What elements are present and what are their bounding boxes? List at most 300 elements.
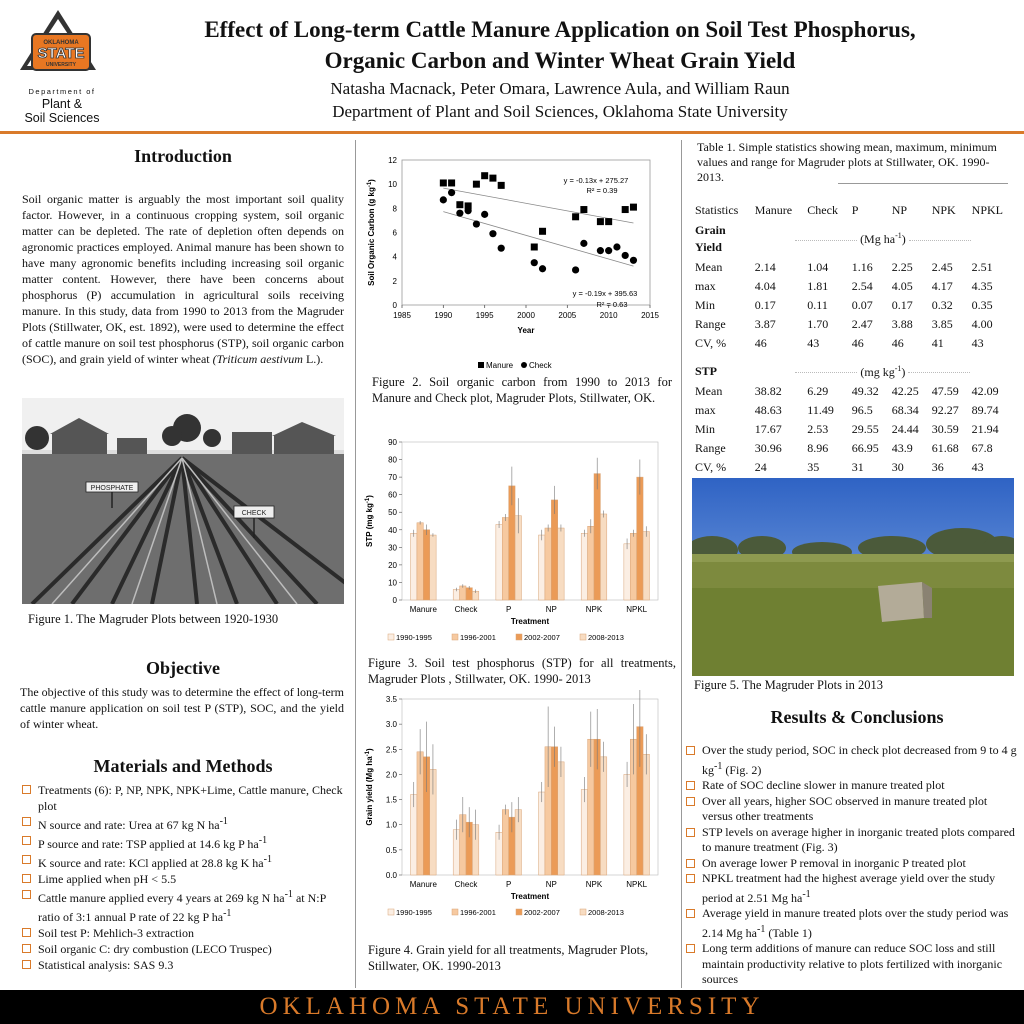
- results-list: [686, 743, 1018, 988]
- checkbox-bullet-icon: [22, 785, 31, 794]
- bar-manure-1990-1995: [411, 533, 417, 600]
- table-cell: Manure: [754, 202, 793, 217]
- table-cell: 2.51: [971, 260, 993, 274]
- y-tick-label: 10: [388, 578, 397, 588]
- table-cell: 46: [891, 336, 904, 350]
- column-divider-right: [681, 140, 682, 988]
- bar-npkl-1990-1995: [624, 774, 630, 875]
- methods-item: Statistical analysis: SAS 9.3: [22, 957, 344, 973]
- bar-check-2002-2007: [466, 588, 472, 600]
- bar-np-1990-1995: [539, 535, 545, 600]
- data-point-manure: [572, 213, 579, 220]
- table-cell: 24: [754, 460, 767, 474]
- table-row: [692, 258, 1014, 277]
- data-point-check: [572, 266, 579, 273]
- x-tick-label: 2010: [599, 311, 618, 320]
- legend-swatch: [388, 909, 394, 915]
- bar-npk-1990-1995: [581, 790, 587, 875]
- table-cell: Check: [807, 202, 838, 217]
- y-tick-label: 3.5: [385, 695, 397, 704]
- bar-check-1996-2001: [460, 586, 466, 600]
- x-tick-label: Manure: [409, 880, 437, 889]
- methods-item: Lime applied when pH < 5.5: [22, 871, 344, 887]
- bar-manure-1996-2001: [417, 523, 423, 600]
- y-tick-label: 0: [392, 596, 397, 605]
- checkbox-bullet-icon: [686, 944, 695, 953]
- data-point-check: [473, 220, 480, 227]
- legend-label: 2008-2013: [588, 908, 624, 917]
- trendline-check: [443, 212, 633, 267]
- methods-item: P source and rate: TSP applied at 14.6 kg P $ha^{-1}$: [22, 833, 344, 852]
- bar-np-2002-2007: [551, 500, 557, 600]
- table-cell: 36: [931, 460, 944, 474]
- data-point-check: [440, 196, 447, 203]
- legend-swatch: [388, 634, 394, 640]
- y-tick-label: 30: [388, 543, 397, 553]
- x-tick-label: NP: [545, 605, 557, 614]
- table-cell: 2.14: [754, 260, 776, 274]
- table-cell: 1.16: [851, 260, 873, 274]
- y-tick-label: 0: [392, 301, 397, 310]
- data-point-manure: [440, 179, 447, 186]
- bar-npkl-1996-2001: [630, 533, 636, 600]
- y-tick-label: 12: [388, 156, 397, 165]
- logo-wordmark-bottom: UNIVERSITY: [45, 62, 77, 68]
- data-point-manure: [498, 182, 505, 189]
- x-tick-label: 2005: [558, 311, 577, 320]
- y-axis-title: STP (mg $kg^{-1}$): [365, 495, 374, 547]
- table-cell: 47.59: [931, 384, 959, 398]
- x-axis-title: Treatment: [510, 892, 550, 901]
- bar-npk-2008-2013: [600, 757, 606, 875]
- data-point-check: [613, 243, 620, 250]
- table-cell: 38.82: [754, 384, 782, 398]
- checkbox-bullet-icon: [22, 890, 31, 899]
- bar-manure-2008-2013: [430, 535, 436, 600]
- bar-manure-2002-2007: [423, 530, 429, 600]
- data-point-check: [605, 247, 612, 254]
- table-cell: 30: [891, 460, 904, 474]
- introduction-text: Soil organic matter is arguably the most important soil quality factor. However, in a continuous cropping system, soil organic matter can be depleted. The rate of depletion often depends on agronomic practices employed. Animal manure has been shown to have many agronomic benefits including increasing soil organic matter content. However, there have been concerns about phosphorus (P) accumulation in agricultural soils receiving manure. In this study, data from 1990 to 2013 from the Magruder Plots (Stillwater, OK, est. 1892), were used to determine the effect of cattle manure on soil test phosphorus (STP), soil organic carbon (SOC), and grain yield of winter wheat (Triticum aestivum L.).: [22, 192, 344, 366]
- x-tick-label: NPKL: [626, 605, 648, 614]
- methods-item: Soil test P: Mehlich-3 extraction: [22, 925, 344, 941]
- logo-dept-line2: Soil Sciences: [24, 111, 100, 124]
- data-point-check: [448, 189, 455, 196]
- checkbox-bullet-icon: [22, 836, 31, 845]
- manure-equation: y = -0.13x + 275.27: [563, 176, 629, 185]
- table-cell: 66.95: [851, 441, 879, 455]
- table-cell: NPK: [931, 202, 956, 217]
- data-point-manure: [539, 228, 546, 235]
- bar-np-1990-1995: [539, 792, 545, 875]
- table-row: [692, 439, 1014, 458]
- table-cell: 46: [851, 336, 864, 350]
- poster-title-line1: Effect of Long-term Cattle Manure Application on Soil Test Phosphorus,: [204, 17, 916, 42]
- y-tick-label: 0.0: [385, 871, 397, 880]
- table-row: [692, 420, 1014, 439]
- phosphate-sign: PHOSPHATE: [90, 485, 134, 492]
- statistics-table: [692, 200, 1014, 477]
- table-row: [692, 401, 1014, 420]
- table-header-row: [692, 200, 1014, 220]
- checkbox-bullet-icon: [22, 874, 31, 883]
- table-cell: 4.04: [754, 279, 776, 293]
- poster-title-line2: Organic Carbon and Winter Wheat Grain Yield: [324, 48, 796, 73]
- objective-heading: Objective: [146, 658, 220, 678]
- table-cell: 61.68: [931, 441, 959, 455]
- legend-label: 2002-2007: [524, 633, 560, 642]
- table-cell: 43: [971, 460, 984, 474]
- check-sign: CHECK: [241, 510, 267, 517]
- y-tick-label: 40: [388, 525, 397, 535]
- x-tick-label: 1985: [393, 311, 411, 320]
- table-row: [692, 382, 1014, 401]
- table-row: [692, 458, 1014, 477]
- bar-npk-2002-2007: [594, 474, 600, 600]
- legend-swatch: [516, 634, 522, 640]
- logo-dept-line1: Plant &: [41, 97, 83, 111]
- table-cell: Mean: [695, 260, 723, 274]
- table-cell: 42.25: [891, 384, 919, 398]
- figure1-caption: Figure 1. The Magruder Plots between 1920-1930: [28, 612, 279, 626]
- results-item: NPKL treatment had the highest average yield over the study period at 2.51 Mg $ha^{-1}$: [686, 871, 1018, 906]
- x-tick-label: NPKL: [626, 880, 648, 889]
- poster-footer: [0, 990, 1024, 1024]
- table-cell: 3.88: [891, 317, 913, 331]
- table-cell: 43: [807, 336, 820, 350]
- table-cell: Mean: [695, 384, 723, 398]
- checkbox-bullet-icon: [686, 909, 695, 918]
- legend-swatch: [580, 634, 586, 640]
- data-point-check: [456, 210, 463, 217]
- data-point-check: [465, 207, 472, 214]
- legend-marker-check: [521, 362, 527, 368]
- table-cell: 2.25: [891, 260, 913, 274]
- y-tick-label: 4: [392, 252, 397, 262]
- data-point-manure: [580, 206, 587, 213]
- grain-yield-section-row: [692, 220, 1014, 258]
- footer-text: OKLAHOMA STATE UNIVERSITY: [259, 993, 765, 1020]
- bar-np-1996-2001: [545, 528, 551, 600]
- checkbox-bullet-icon: [22, 817, 31, 826]
- table-cell: 4.35: [971, 279, 993, 293]
- table-cell: 3.87: [754, 317, 776, 331]
- results-item: On average lower P removal in inorganic P treated plot: [686, 856, 1018, 872]
- logo-wordmark: STATE: [37, 45, 85, 62]
- data-point-check: [580, 240, 587, 247]
- data-point-manure: [448, 179, 455, 186]
- y-tick-label: 1.5: [385, 795, 397, 805]
- x-tick-label: Check: [454, 880, 478, 889]
- table-section-label: STP: [695, 364, 718, 378]
- manure-r2: R² = 0.39: [586, 186, 618, 195]
- poster-header: [0, 0, 1024, 130]
- table-cell: 4.00: [971, 317, 993, 331]
- table-cell: 89.74: [971, 403, 999, 417]
- table1-caption: Table 1. Simple statistics showing mean, maximum, minimum values and range for Magruder plots at Stillwater, OK. 1990-2013.: [697, 140, 997, 184]
- x-axis-title: Treatment: [510, 617, 550, 626]
- figure5-caption: Figure 5. The Magruder Plots in 2013: [694, 678, 883, 692]
- table-cell: 0.35: [971, 298, 993, 312]
- check-equation: y = -0.19x + 395.63: [572, 289, 638, 298]
- y-tick-label: 60: [388, 490, 397, 500]
- results-item: STP levels on average higher in inorganic treated plots compared to manure treatment (Fig. 3): [686, 825, 1018, 856]
- data-point-check: [489, 230, 496, 237]
- methods-heading: Materials and Methods: [93, 756, 273, 776]
- table-cell: 46: [754, 336, 767, 350]
- bar-npkl-2008-2013: [643, 532, 649, 600]
- checkbox-bullet-icon: [686, 781, 695, 790]
- bar-np-2008-2013: [558, 528, 564, 600]
- table-cell: 1.70: [807, 317, 829, 331]
- legend-label: 2002-2007: [524, 908, 560, 917]
- table-cell: max: [695, 279, 716, 293]
- column-divider-left: [355, 140, 356, 988]
- data-point-manure: [622, 206, 629, 213]
- y-tick-label: 80: [388, 455, 397, 465]
- results-heading: Results & Conclusions: [770, 707, 944, 727]
- table-cell: 6.29: [807, 384, 829, 398]
- y-tick-label: 20: [388, 560, 397, 570]
- table-cell: 0.17: [891, 298, 913, 312]
- legend-swatch: [452, 909, 458, 915]
- legend-label-manure: Manure: [486, 361, 514, 370]
- checkbox-bullet-icon: [22, 928, 31, 937]
- legend-label: 1996-2001: [460, 908, 496, 917]
- bar-npk-1996-2001: [588, 526, 594, 600]
- bar-npkl-2002-2007: [637, 477, 643, 600]
- x-tick-label: NPK: [585, 880, 603, 889]
- table-cell: CV, %: [695, 336, 727, 350]
- logo-dept-small: Department of: [28, 87, 96, 96]
- table-cell: 96.5: [851, 403, 873, 417]
- table-cell: 17.67: [754, 422, 782, 436]
- table-cell: 30.59: [931, 422, 959, 436]
- table-cell: Range: [695, 317, 726, 331]
- table-cell: 48.63: [754, 403, 782, 417]
- table-row: [692, 334, 1014, 353]
- legend-swatch: [516, 909, 522, 915]
- x-tick-label: NPK: [585, 605, 603, 614]
- bar-p-1990-1995: [496, 525, 502, 600]
- legend-label: 1990-1995: [396, 908, 432, 917]
- legend-label: 1996-2001: [460, 633, 496, 642]
- data-point-manure: [605, 218, 612, 225]
- table-cell: Statistics: [695, 202, 739, 217]
- table-units: (Mg $ha^{-1}$): [752, 220, 1014, 258]
- bar-np-2008-2013: [558, 762, 564, 875]
- data-point-check: [539, 265, 546, 272]
- bar-npkl-1990-1995: [624, 544, 630, 600]
- legend-swatch: [580, 909, 586, 915]
- legend-swatch: [452, 634, 458, 640]
- results-item: Over all years, higher SOC observed in manure treated plot versus other treatments: [686, 794, 1018, 825]
- check-r2: R² = 0.63: [596, 300, 628, 309]
- header-divider: [0, 131, 1024, 134]
- data-point-check: [498, 245, 505, 252]
- y-tick-label: 6: [392, 228, 397, 238]
- table-cell: NPKL: [971, 202, 1004, 217]
- y-tick-label: 1.0: [385, 820, 397, 830]
- table-cell: 2.53: [807, 422, 829, 436]
- table-cell: 31: [851, 460, 864, 474]
- y-tick-label: 50: [388, 508, 397, 518]
- table-cell: 49.32: [851, 384, 879, 398]
- table-cell: 29.55: [851, 422, 879, 436]
- poster-department: Department of Plant and Soil Sciences, Oklahoma State University: [332, 102, 788, 121]
- table-cell: 42.09: [971, 384, 999, 398]
- legend-label: 2008-2013: [588, 633, 624, 642]
- plot-area: [402, 442, 658, 600]
- table-row: [692, 315, 1014, 334]
- data-point-manure: [473, 181, 480, 188]
- table-cell: 0.32: [931, 298, 953, 312]
- table-cell: Min: [695, 298, 716, 312]
- table1-caption-rule: [838, 183, 1008, 184]
- table-cell: 2.47: [851, 317, 873, 331]
- historic-field-photo: [22, 398, 344, 604]
- table-cell: 4.05: [891, 279, 913, 293]
- x-tick-label: NP: [545, 880, 557, 889]
- logo-wordmark-top: OKLAHOMA: [43, 40, 79, 46]
- data-point-check: [622, 252, 629, 259]
- table-cell: 1.81: [807, 279, 829, 293]
- plot-area: [402, 699, 658, 875]
- y-axis-title: Soil Organic Carbon (g $kg^{-1}$): [367, 179, 376, 286]
- y-tick-label: 2: [392, 276, 397, 286]
- table-spacer: [692, 353, 1014, 361]
- table-cell: 92.27: [931, 403, 959, 417]
- y-axis-title: Grain yield (Mg $ha^{-1}$): [365, 748, 374, 826]
- table-cell: 3.85: [931, 317, 953, 331]
- data-point-manure: [456, 201, 463, 208]
- table-cell: max: [695, 403, 716, 417]
- table-cell: 21.94: [971, 422, 999, 436]
- table-cell: P: [851, 202, 859, 217]
- table-cell: NP: [891, 202, 908, 217]
- checkbox-bullet-icon: [22, 855, 31, 864]
- y-tick-label: 0.5: [385, 845, 397, 855]
- methods-item: Cattle manure applied every 4 years at 269 kg N $ha^{-1}$ at N:P ratio of 3:1 annual P rate of 22 kg P $ha^{-1}$: [22, 887, 344, 925]
- results-item: Average yield in manure treated plots over the study period was 2.14 Mg $ha^{-1}$ (Table 1): [686, 906, 1018, 941]
- y-tick-label: 90: [388, 438, 397, 447]
- table-cell: 11.49: [807, 403, 834, 417]
- modern-field-photo: [692, 478, 1014, 676]
- methods-item: N source and rate: Urea at 67 kg N $ha^{-1}$: [22, 814, 344, 833]
- table-cell: 41: [931, 336, 944, 350]
- data-point-check: [630, 257, 637, 264]
- poster-authors: Natasha Macnack, Peter Omara, Lawrence Aula, and William Raun: [330, 79, 790, 98]
- checkbox-bullet-icon: [686, 859, 695, 868]
- checkbox-bullet-icon: [686, 828, 695, 837]
- poster-title: [110, 14, 1010, 76]
- stp-section-row: [692, 361, 1014, 382]
- bar-p-1996-2001: [502, 517, 508, 600]
- results-item: Rate of SOC decline slower in manure treated plot: [686, 778, 1018, 794]
- data-point-check: [597, 247, 604, 254]
- table-cell: 1.04: [807, 260, 829, 274]
- bar-npk-2008-2013: [600, 514, 606, 600]
- table-cell: 2.54: [851, 279, 873, 293]
- table-row: [692, 277, 1014, 296]
- table-cell: Range: [695, 441, 726, 455]
- checkbox-bullet-icon: [686, 797, 695, 806]
- methods-item: Treatments (6): P, NP, NPK, NPK+Lime, Cattle manure, Check plot: [22, 782, 344, 814]
- x-tick-label: 1995: [475, 311, 494, 320]
- soc-scatter-chart: [360, 150, 670, 375]
- results-item: Over the study period, SOC in check plot decreased from 9 to 4 g $kg^{-1}$ (Fig. 2): [686, 743, 1018, 778]
- table-cell: 30.96: [754, 441, 782, 455]
- grain-yield-bar-chart: [360, 690, 670, 934]
- y-tick-label: 70: [388, 473, 397, 483]
- table-cell: Min: [695, 422, 716, 436]
- stp-bar-chart: [360, 432, 670, 654]
- table-cell: 35: [807, 460, 820, 474]
- checkbox-bullet-icon: [686, 874, 695, 883]
- y-tick-label: 10: [388, 180, 397, 190]
- x-tick-label: 2015: [641, 311, 659, 320]
- bar-p-1996-2001: [502, 810, 508, 875]
- y-tick-label: 8: [392, 204, 397, 214]
- table-cell: 68.34: [891, 403, 919, 417]
- objective-text: The objective of this study was to determine the effect of long-term cattle manure application on soil test P (STP), SOC, and the yield of winter wheat.: [20, 685, 345, 731]
- x-tick-label: P: [505, 605, 512, 614]
- results-item: Long term additions of manure can reduce SOC loss and still maintain productivity relative to plots fertilized with inorganic sources: [686, 941, 1018, 988]
- legend-label-check: Check: [529, 361, 552, 370]
- legend-marker-manure: [478, 362, 484, 368]
- table-section-label: Grain Yield: [695, 223, 726, 254]
- data-point-manure: [489, 175, 496, 182]
- methods-list: [22, 782, 344, 973]
- figure3-caption: Figure 3. Soil test phosphorus (STP) for all treatments, Magruder Plots , Stillwater, OK. 1990- 2013: [368, 656, 676, 686]
- table-cell: 43: [971, 336, 984, 350]
- table-cell: 67.8: [971, 441, 993, 455]
- table-cell: 0.17: [754, 298, 776, 312]
- y-tick-label: 2.5: [385, 745, 397, 755]
- bar-npk-1990-1995: [581, 533, 587, 600]
- x-tick-label: Manure: [409, 605, 437, 614]
- x-tick-label: Check: [454, 605, 478, 614]
- checkbox-bullet-icon: [22, 944, 31, 953]
- data-point-manure: [531, 244, 538, 251]
- table-cell: 4.17: [931, 279, 953, 293]
- data-point-check: [531, 259, 538, 266]
- table-cell: 0.07: [851, 298, 873, 312]
- data-point-manure: [630, 204, 637, 211]
- table-cell: 2.45: [931, 260, 953, 274]
- logo-emblem: [20, 10, 96, 70]
- table-row: [692, 296, 1014, 315]
- table-units: (mg $kg^{-1}$): [752, 361, 1014, 382]
- table-cell: 8.96: [807, 441, 829, 455]
- data-point-manure: [597, 218, 604, 225]
- table-cell: 0.11: [807, 298, 828, 312]
- y-tick-label: 2.0: [385, 770, 397, 780]
- legend-label: 1990-1995: [396, 633, 432, 642]
- checkbox-bullet-icon: [686, 746, 695, 755]
- y-tick-label: 3.0: [385, 720, 397, 730]
- x-tick-label: 2000: [517, 311, 535, 320]
- x-axis-title: Year: [517, 326, 535, 335]
- figure2-caption: Figure 2. Soil organic carbon from 1990 to 2013 for Manure and Check plot, Magruder Plots, Stillwater, OK.: [372, 375, 672, 405]
- data-point-manure: [481, 172, 488, 179]
- methods-item: Soil organic C: dry combustion (LECO Truspec): [22, 941, 344, 957]
- x-tick-label: P: [505, 880, 512, 889]
- table-cell: 24.44: [891, 422, 919, 436]
- figure4-caption: Figure 4. Grain yield for all treatments, Magruder Plots, Stillwater, OK. 1990-2013: [368, 943, 649, 973]
- x-tick-label: 1990: [434, 311, 453, 320]
- table-cell: 43.9: [891, 441, 913, 455]
